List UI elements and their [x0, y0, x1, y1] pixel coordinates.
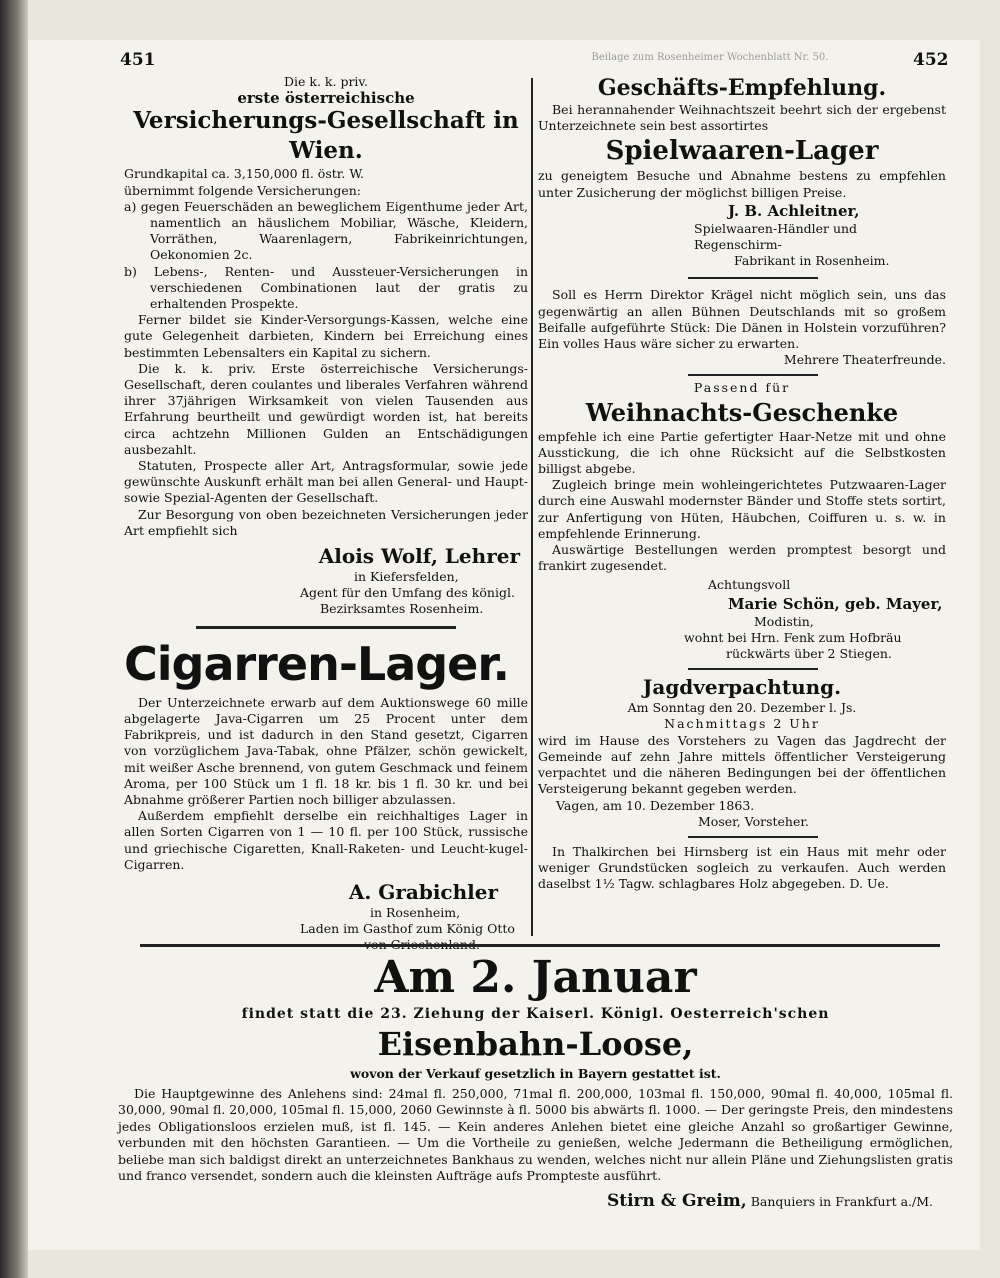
insurance-para1: Ferner bildet sie Kinder-Versorgungs-Kassen, welche eine gute Gelegenheit darbieten, Kindern bei Erreichung eines bestimmten Lebensalters ein Kapital zu sichern. [124, 312, 528, 360]
lottery-prizes: Die Hauptgewinne des Anlehens sind: 24mal fl. 250,000, 71mal fl. 200,000, 103mal fl. 150,000, 90mal fl. 40,000, 105mal fl. 30,000, 90mal fl. 20,000, 105mal fl. 15,000, 2060 Gewinnste à fl. 5000 bis abwärts fl. 1000. — Der geringste Preis, den mindestens jedes Obligationsloos erzielen muß, ist fl. 145. — Kein anderes Anlehen bietet eine gleiche Anzahl so großartiger Gewinne, verbunden mit den höchsten Garantieen. — Um die Vortheile zu genießen, welche Jedermann die Betheiligung ermöglichen, beliebe man sich baldigst direkt an unterzeichnetes Bankhaus zu wenden, welches nicht nur allein Pläne und Ziehungslisten gratis und franco versendet, sondern auch die kleinsten Aufträge aufs Prompteste ausführt. [118, 1086, 953, 1184]
toys-body: zu geneigtem Besuche und Abnahme bestens zu empfehlen unter Zusicherung der möglichst billigen Preise. [538, 168, 946, 200]
insurance-signer-l1: in Kiefersfelden, [354, 569, 459, 585]
cigar-body: Der Unterzeichnete erwarb auf dem Auktionswege 60 mille abgelagerte Java-Cigarren um 25 Procent unter dem Fabrikpreis, und ist dadurch in den Stand gesetzt, Cigarren von vorzüglichem Java-Tabak, ohne Pfälzer, schön gewickelt, mit weißer Asche brennend, von gutem Geschmack und feinem Aroma, per 100 Stück um 1 fl. 18 kr. bis 1 fl. 30 kr. und bei Abnahme größerer Partien noch billiger abzulassen. [124, 694, 528, 807]
house-body: In Thalkirchen bei Hirnsberg ist ein Haus mit mehr oder weniger Grundstücken sogleich zu verkaufen. Auch werden daselbst 1½ Tagw. schlagbares Holz abgegeben. D. Ue. [538, 843, 946, 892]
lottery-signer: Stirn & Greim, [606, 1191, 747, 1212]
gifts-pre: Passend für [693, 380, 791, 396]
insurance-para2: Die k. k. priv. Erste österreichische Versicherungs-Gesellschaft, deren coulantes und liberales Verfahren während ihrer 37jährigen Wirksamkeit von vielen Tausenden aus Erfahrung beurtheilt und gewürdigt worden ist, hat bereits circa achtzehn Millionen Gulden an Entschädigungen ausbezahlt. [124, 360, 528, 457]
gifts-greeting: Achtungsvoll [708, 577, 791, 593]
cigar-signer: A. Grabichler [348, 879, 498, 904]
gifts-body2: Zugleich bringe mein wohleingerichtetes Putzwaaren-Lager durch eine Auswahl modernster Bänder und Stoffe stets sortirt, zur Anfertigung von Hüten, Häubchen, Coiffuren u. s. w. in empfehlende Erinnerung. [538, 477, 946, 541]
bottom-section-rule [140, 944, 940, 947]
toys-intro: Bei herannahender Weihnachtszeit beehrt sich der ergebenst Unterzeichnete sein best assortirtes [538, 102, 946, 134]
left-page-number: 451 [120, 50, 156, 70]
gifts-signer-l2: wohnt bei Hrn. Fenk zum Hofbräu [684, 629, 902, 645]
insurance-line1: Die k. k. priv. [284, 74, 368, 89]
gifts-title: Weihnachts-Geschenke [585, 397, 899, 427]
cigar-body2: Außerdem empfiehlt derselbe ein reichhaltiges Lager in allen Sorten Cigarren von 1 — 10 fl. per 100 Stück, russische und griechische Cigaretten, Knall-Raketen- und Leucht-kugel-Cigarren. [124, 808, 528, 872]
toys-signer-l2: Fabrikant in Rosenheim. [734, 253, 890, 269]
lottery-line3: wovon der Verkauf gesetzlich in Bayern gestattet ist. [350, 1066, 721, 1081]
insurance-item-a: a) gegen Feuerschäden an beweglichem Eigenthume jeder Art, namentlich an häuslichem Mobiliar, Wäsche, Kleidern, Vorräthen, Waarenlagern, Fabrikeinrichtungen, Oekonomien 2c. [124, 198, 528, 263]
insurance-para3: Statuten, Prospecte aller Art, Antragsformular, sowie jede gewünschte Auskunft erhält man bei allen General- und Haupt- sowie Spezial-Agenten der Gesellschaft. [124, 458, 528, 506]
gifts-signer-l3: rückwärts über 2 Stiegen. [726, 646, 892, 662]
section-rule [688, 668, 818, 670]
right-column [538, 74, 946, 893]
gifts-body3: Auswärtige Bestellungen werden promptest besorgt und frankirt zugesendet. [538, 542, 946, 574]
insurance-signer-l3: Bezirksamtes Rosenheim. [320, 601, 484, 617]
lottery-advert [118, 952, 953, 1214]
section-rule [688, 374, 818, 376]
hunt-place: Vagen, am 10. Dezember 1863. [556, 797, 755, 813]
hunt-time: Nachmittags 2 Uhr [664, 716, 820, 732]
hunt-body: wird im Hause des Vorstehers zu Vagen das Jagdrecht der Gemeinde auf zehn Jahre mittels öffentlicher Versteigerung verpachtet und die näheren Bedingungen bei der öffentlichen Versteigerung bekannt gegeben werden. [538, 732, 946, 797]
cigar-signer-l1: in Rosenheim, [370, 904, 461, 920]
right-page-number: 452 [913, 50, 949, 70]
gifts-signer: Marie Schön, geb. Mayer, [728, 594, 943, 613]
hunt-signer: Moser, Vorsteher. [698, 813, 809, 829]
theatre-signer: Mehrere Theaterfreunde. [783, 352, 946, 368]
gifts-signer-l1: Modistin, [754, 613, 814, 629]
insurance-item-b: b) Lebens-, Renten- und Aussteuer-Versicherungen in verschiedenen Combinationen laut der gratis zu erhaltenden Prospekte. [124, 263, 528, 312]
lottery-line2: findet statt die 23. Ziehung der Kaiserl. Königl. Oesterreich'schen [241, 1006, 830, 1022]
insurance-signer-l2: Agent für den Umfang des königl. [300, 585, 515, 601]
toys-signer: J. B. Achleitner, [728, 201, 860, 220]
section-rule [688, 277, 818, 279]
left-column [124, 74, 528, 954]
insurance-line2: erste österreichische [237, 89, 415, 108]
section-rule [196, 626, 456, 629]
insurance-intro: übernimmt folgende Versicherungen: [124, 182, 361, 198]
insurance-title: Versicherungs-Gesellschaft in Wien. [133, 107, 519, 165]
insurance-signer: Alois Wolf, Lehrer [318, 544, 520, 569]
lottery-signature [118, 1188, 953, 1214]
insurance-capital: Grundkapital ca. 3,150,000 fl. östr. W. [124, 166, 364, 182]
column-divider [531, 78, 533, 936]
gifts-body: empfehle ich eine Partie gefertigter Haar-Netze mit und ohne Ausstickung, die ich ohne Rücksicht auf die Selbstkosten billigst abgebe. [538, 428, 946, 477]
toys-title: Geschäfts-Empfehlung. [597, 75, 887, 101]
toys-headline: Spielwaaren-Lager [605, 136, 879, 167]
running-head: Beilage zum Rosenheimer Wochenblatt Nr. 50. [591, 52, 829, 63]
cigar-signer-l2: Laden im Gasthof zum König Otto [300, 921, 515, 937]
hunt-date: Am Sonntag den 20. Dezember l. Js. [627, 700, 857, 716]
insurance-para4: Zur Besorgung von oben bezeichneten Versicherungen jeder Art empfiehlt sich [124, 506, 528, 538]
book-gutter [0, 0, 28, 1278]
lottery-title: Eisenbahn-Loose, [377, 1025, 694, 1063]
toys-signer-l1: Spielwaaren-Händler und Regenschirm- [694, 220, 858, 253]
cigar-title: Cigarren-Lager. [124, 636, 509, 691]
section-rule [688, 836, 818, 838]
lottery-headline: Am 2. Januar [374, 952, 697, 1003]
theatre-body: Soll es Herrn Direktor Krägel nicht möglich sein, uns das gegenwärtig an allen Bühnen Deutschlands mit so großem Beifalle aufgeführte Stück: Die Dänen in Holstein vorzuführen? Ein volles Haus wäre sicher zu erwarten. [538, 287, 946, 352]
lottery-signer-rest: Banquiers in Frankfurt a./M. [750, 1194, 933, 1210]
hunt-title: Jagdverpachtung. [642, 675, 842, 700]
